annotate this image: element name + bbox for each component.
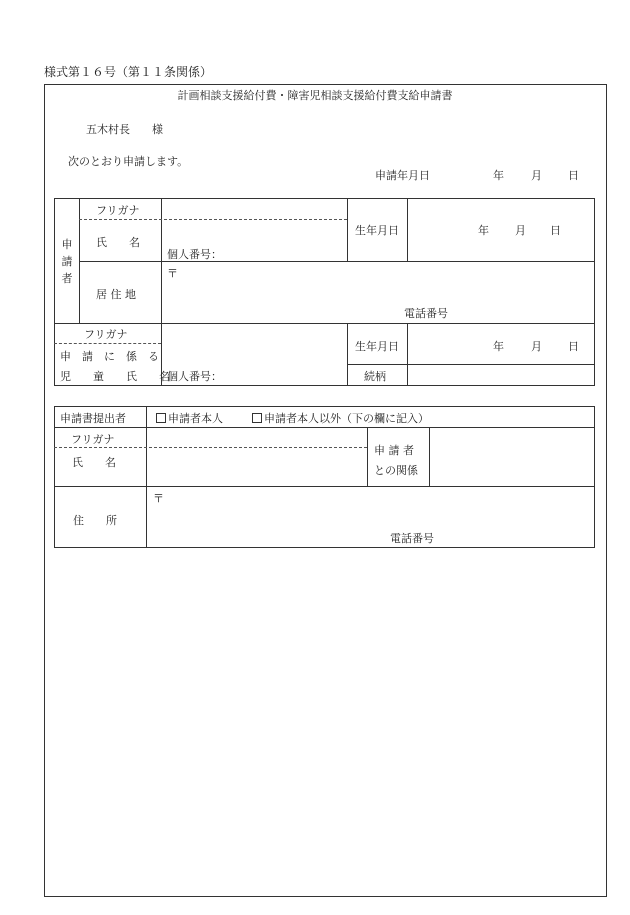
submitter-label: 申請書提出者 xyxy=(60,412,126,425)
applicant-birth-month[interactable]: 月 xyxy=(515,224,526,237)
applicant-furigana-label: フリガナ xyxy=(96,204,140,217)
submitter-option-other[interactable]: 申請者本人以外（下の欄に記入） xyxy=(252,413,429,424)
application-date-year[interactable]: 年 xyxy=(493,169,504,182)
relation-label-line2: との関係 xyxy=(374,464,418,477)
applicant-address-label: 居 住 地 xyxy=(96,288,136,301)
applicant-postal-mark: 〒 xyxy=(167,267,178,280)
child-label-line2: 児 童 氏 名 xyxy=(60,370,170,383)
child-label-line1: 申 請 に 係 る xyxy=(60,350,159,363)
intro-text: 次のとおり申請します。 xyxy=(68,155,189,168)
submitter-phone-label: 電話番号 xyxy=(390,532,434,545)
submitter-address-label: 住 所 xyxy=(73,514,117,527)
child-relationship-label: 続柄 xyxy=(364,370,386,383)
applicant-birth-year[interactable]: 年 xyxy=(478,224,489,237)
applicant-birth-day[interactable]: 日 xyxy=(550,224,561,237)
form-number: 様式第１６号（第１１条関係） xyxy=(44,65,213,79)
child-birth-year[interactable]: 年 xyxy=(493,340,504,353)
submitter-name-label: 氏 名 xyxy=(72,456,116,469)
application-date-month[interactable]: 月 xyxy=(531,169,542,182)
checkbox-other[interactable] xyxy=(252,413,262,423)
applicant-personal-number[interactable]: 個人番号： xyxy=(167,248,222,261)
submitter-option-self[interactable]: 申請者本人 xyxy=(156,413,223,424)
application-date-day[interactable]: 日 xyxy=(568,169,579,182)
addressee: 五木村長 様 xyxy=(86,123,163,136)
submitter-furigana-label: フリガナ xyxy=(71,433,115,446)
application-date-label: 申請年月日 xyxy=(375,169,430,182)
applicant-phone-label: 電話番号 xyxy=(404,307,448,320)
child-personal-number[interactable]: 個人番号： xyxy=(167,370,222,383)
applicant-name-label: 氏 名 xyxy=(96,236,140,249)
relation-label-line1: 申 請 者 xyxy=(374,444,414,457)
child-birth-day[interactable]: 日 xyxy=(568,340,579,353)
applicant-birthdate-label: 生年月日 xyxy=(355,224,399,237)
applicant-label: 申請者 xyxy=(61,238,73,285)
checkbox-self[interactable] xyxy=(156,413,166,423)
child-birthdate-label: 生年月日 xyxy=(355,340,399,353)
child-furigana-label: フリガナ xyxy=(84,328,128,341)
child-birth-month[interactable]: 月 xyxy=(531,340,542,353)
submitter-postal-mark: 〒 xyxy=(153,492,164,505)
form-title: 計画相談支援給付費・障害児相談支援給付費支給申請書 xyxy=(177,89,453,102)
